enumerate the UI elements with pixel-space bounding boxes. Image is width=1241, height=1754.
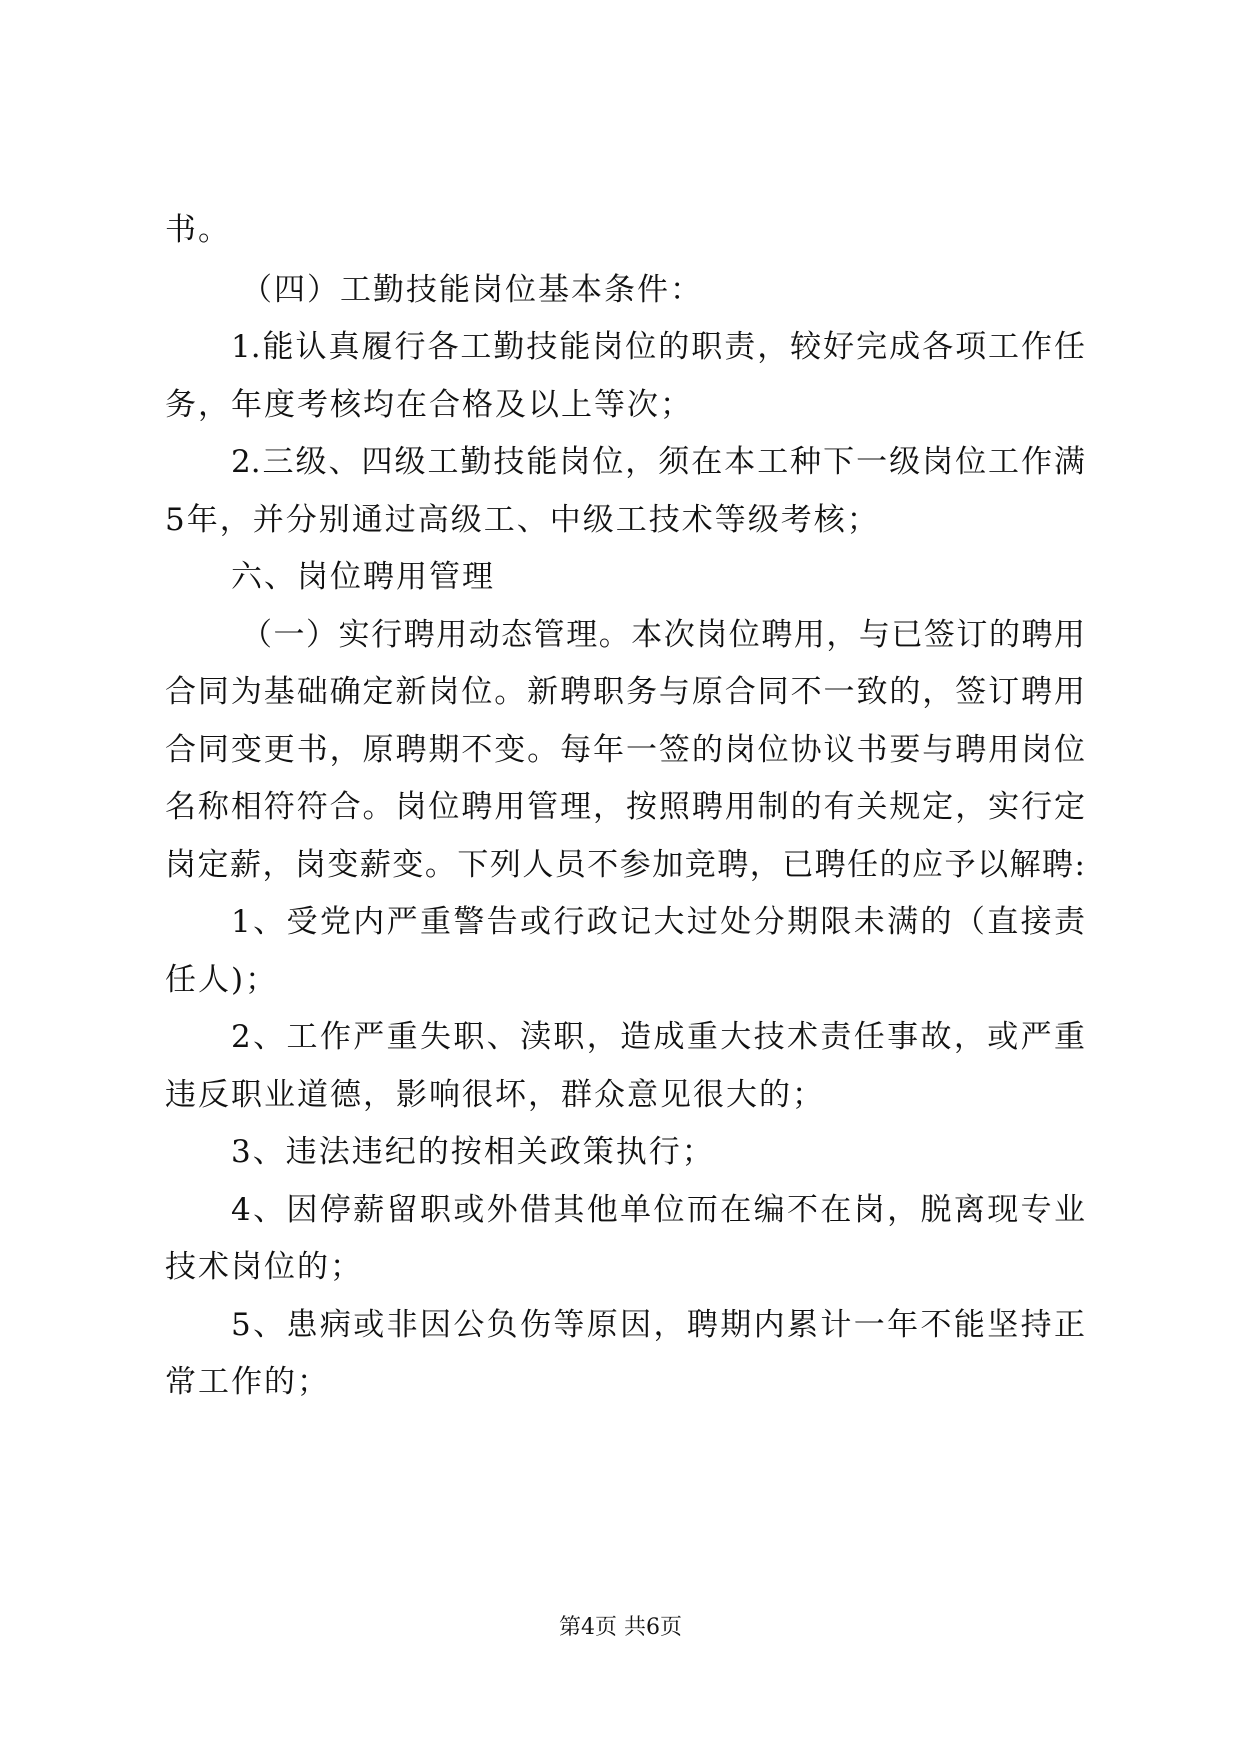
- text-line-3: 1.能认真履行各工勤技能岗位的职责，较好完成各项工作任: [231, 329, 1085, 365]
- text-line-8: （一）实行聘用动态管理。本次岗位聘用，与已签订的聘用: [241, 617, 1085, 653]
- section-heading-6: 六、岗位聘用管理: [231, 559, 495, 595]
- text-line-4: 务，年度考核均在合格及以上等次；: [165, 387, 693, 423]
- text-line-13: 1、受党内严重警告或行政记大过处分期限未满的（直接责: [231, 904, 1085, 940]
- text-line-15: 2、工作严重失职、渎职，造成重大技术责任事故，或严重: [231, 1019, 1085, 1055]
- text-line-1: 书。: [165, 212, 231, 248]
- text-line-18: 4、因停薪留职或外借其他单位而在编不在岗，脱离现专业: [231, 1192, 1085, 1228]
- text-line-10: 合同变更书，原聘期不变。每年一签的岗位协议书要与聘用岗位: [165, 732, 1085, 768]
- page-footer: 第4页 共6页: [559, 1615, 682, 1640]
- text-line-9: 合同为基础确定新岗位。新聘职务与原合同不一致的，签订聘用: [165, 674, 1085, 710]
- text-line-11: 名称相符符合。岗位聘用管理，按照聘用制的有关规定，实行定: [165, 789, 1085, 825]
- text-line-16: 违反职业道德，影响很坏，群众意见很大的；: [165, 1077, 825, 1113]
- section-heading-4: （四）工勤技能岗位基本条件：: [241, 272, 703, 308]
- text-line-12: 岗定薪，岗变薪变。下列人员不参加竞聘，已聘任的应予以解聘:: [165, 847, 1085, 883]
- text-line-20: 5、患病或非因公负伤等原因，聘期内累计一年不能坚持正: [231, 1307, 1085, 1343]
- text-line-21: 常工作的；: [165, 1364, 330, 1400]
- text-line-17: 3、违法违纪的按相关政策执行；: [231, 1134, 715, 1170]
- text-line-14: 任人)；: [165, 962, 279, 998]
- text-line-5: 2.三级、四级工勤技能岗位，须在本工种下一级岗位工作满: [231, 444, 1085, 480]
- text-line-19: 技术岗位的；: [165, 1249, 363, 1285]
- text-line-6: 5年，并分别通过高级工、中级工技术等级考核；: [165, 502, 880, 538]
